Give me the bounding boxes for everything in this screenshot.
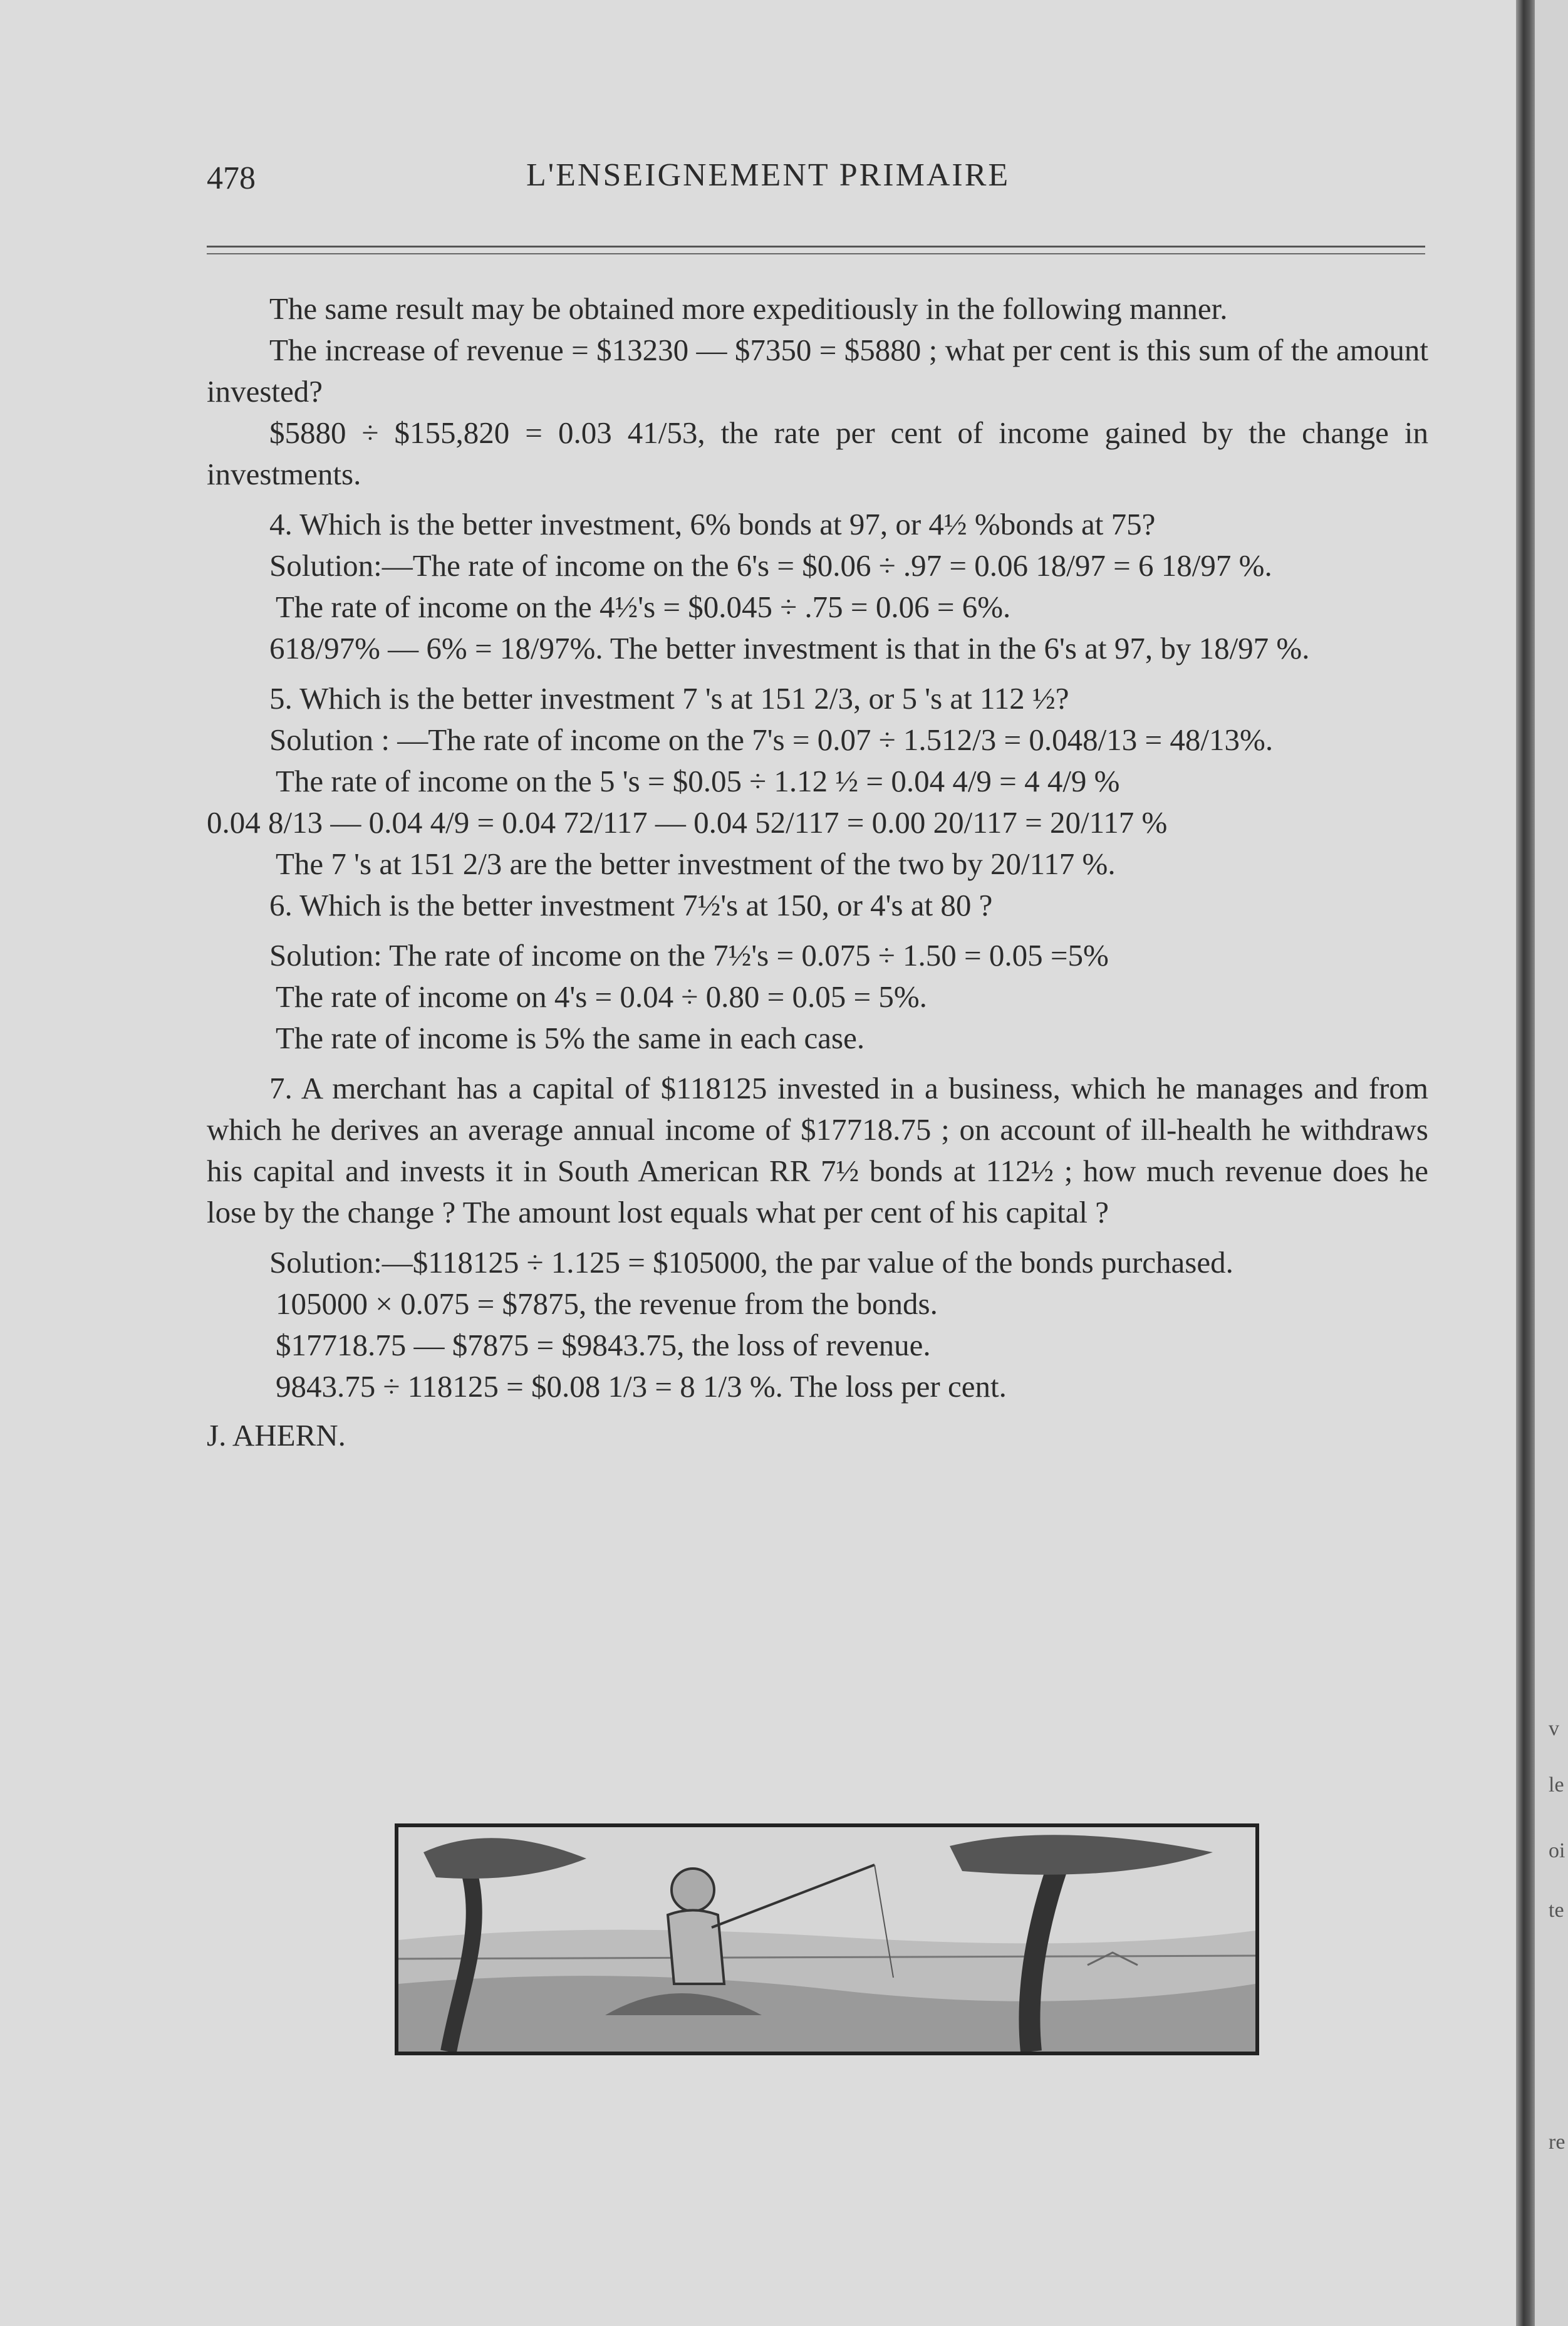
solution-line: $17718.75 — $7875 = $9843.75, the loss of revenue. [276, 1328, 931, 1362]
solution-line: The rate of income on the 5 's = $0.05 ÷ 1.12 ½ = 0.04 4/9 = 4 4/9 % [276, 764, 1120, 798]
text-fragment: oi [1549, 1839, 1565, 1862]
boy-fishing-illustration [398, 1827, 1255, 2052]
header-rule-secondary [207, 253, 1425, 254]
solution-4: Solution:—The rate of income on the 6's = $0.06 ÷ .97 = 0.06 18/97 = 6 18/97 %. [269, 548, 1272, 583]
question-5: 5. Which is the better investment 7 's at 151 2/3, or 5 's at 112 ½? [269, 681, 1069, 716]
article-body [207, 288, 1428, 1456]
solution-5: Solution : —The rate of income on the 7's = 0.07 ÷ 1.512/3 = 0.048/13 = 48/13%. [269, 722, 1274, 757]
solution-line: 9843.75 ÷ 118125 = $0.08 1/3 = 8 1/3 %. The loss per cent. [276, 1369, 1007, 1404]
text-fragment: v [1549, 1717, 1559, 1740]
solution-line: 105000 × 0.075 = $7875, the revenue from the bonds. [276, 1286, 938, 1321]
page-number: 478 [207, 160, 256, 196]
paragraph: The increase of revenue = $13230 — $7350 = $5880 ; what per cent is this sum of the amount invested? [207, 333, 1428, 409]
running-title: L'ENSEIGNEMENT PRIMAIRE [526, 157, 1010, 193]
author-signature: J. AHERN. [207, 1418, 346, 1452]
solution-line: The rate of income on 4's = 0.04 ÷ 0.80 = 0.05 = 5%. [276, 979, 927, 1014]
text-fragment: te [1549, 1899, 1564, 1922]
spacer [207, 669, 1428, 678]
spacer [207, 1233, 1428, 1242]
paragraph: The same result may be obtained more expeditiously in the following manner. [269, 291, 1228, 326]
solution-line: The rate of income is 5% the same in each case. [276, 1021, 865, 1055]
question-4: 4. Which is the better investment, 6% bonds at 97, or 4½ %bonds at 75? [269, 507, 1156, 541]
solution-7: Solution:—$118125 ÷ 1.125 = $105000, the par value of the bonds purchased. [269, 1245, 1233, 1280]
question-7: 7. A merchant has a capital of $118125 invested in a business, which he manages and from which he derives an average annual income of $17718.75 ; on account of ill-health he withdraws his capital and invests it in South American RR 7½ bonds at 112½ ; how much revenue does he lose by the change ? The amount lost equals what per cent of his capital ? [207, 1071, 1428, 1229]
spacer [207, 1059, 1428, 1068]
adjacent-page-edge [1535, 0, 1568, 2326]
solution-line: The rate of income on the 4½'s = $0.045 ÷ .75 = 0.06 = 6%. [276, 590, 1011, 624]
question-6: 6. Which is the better investment 7½'s at 150, or 4's at 80 ? [269, 888, 993, 922]
solution-line: 0.04 8/13 — 0.04 4/9 = 0.04 72/117 — 0.04 52/117 = 0.00 20/117 = 20/117 % [207, 805, 1168, 840]
page-header [200, 154, 1428, 204]
book-spine [1516, 0, 1535, 2326]
text-fragment: le [1549, 1773, 1564, 1797]
header-rule [207, 246, 1425, 248]
paragraph: $5880 ÷ $155,820 = 0.03 41/53, the rate per cent of income gained by the change in investments. [207, 415, 1428, 491]
solution-line: The 7 's at 151 2/3 are the better investment of the two by 20/117 %. [276, 847, 1116, 881]
decorative-vignette [395, 1823, 1259, 2055]
spacer [207, 495, 1428, 504]
solution-line: 618/97% — 6% = 18/97%. The better investment is that in the 6's at 97, by 18/97 %. [269, 631, 1310, 665]
text-fragment: re [1549, 2130, 1565, 2154]
spacer [207, 926, 1428, 935]
solution-6: Solution: The rate of income on the 7½'s = 0.075 ÷ 1.50 = 0.05 =5% [269, 938, 1109, 973]
